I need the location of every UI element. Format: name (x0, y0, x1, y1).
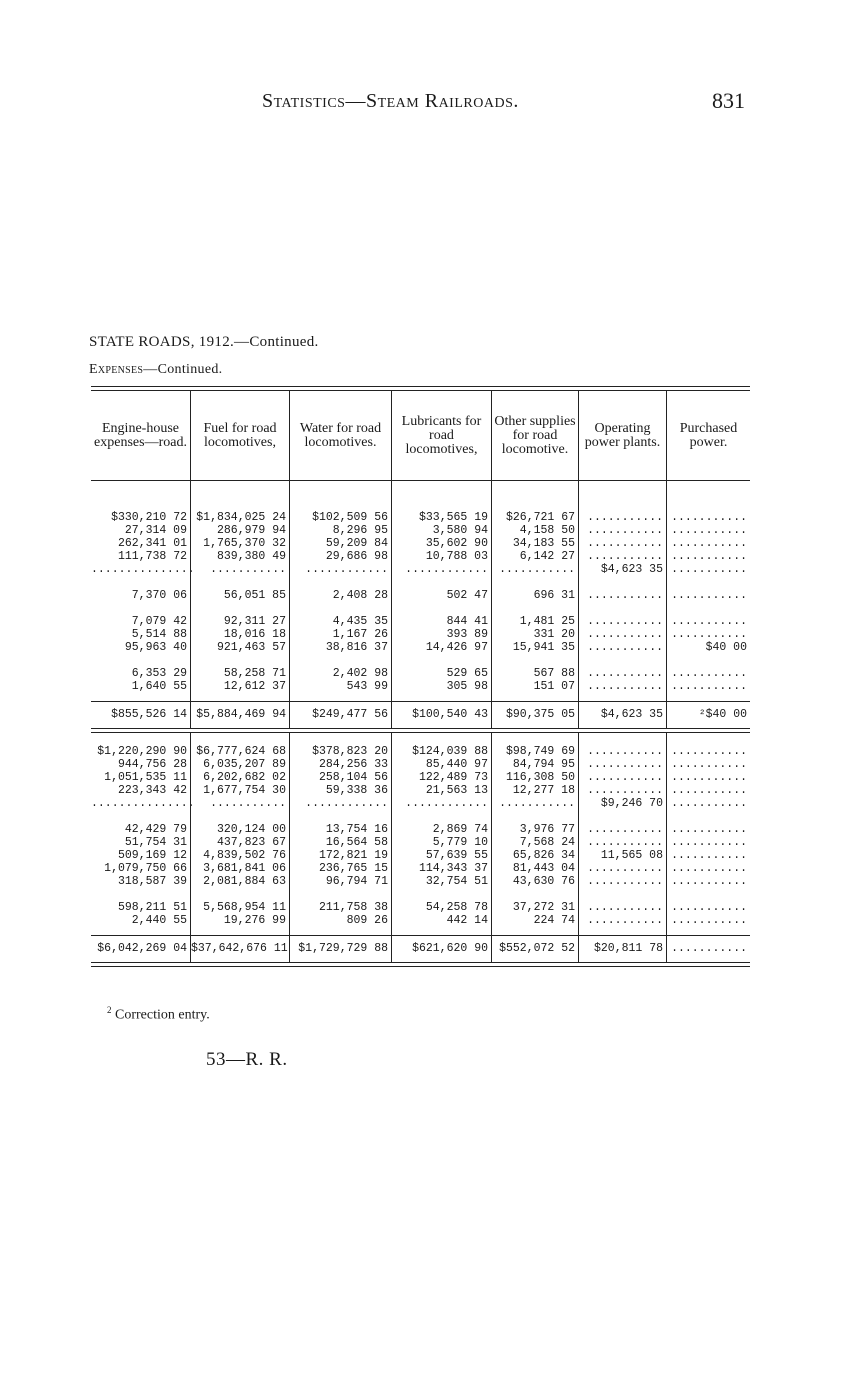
footnote-marker: 2 (107, 1005, 112, 1015)
sub-title (89, 362, 222, 378)
total-cell: $621,620 90 (391, 935, 491, 962)
table-body-block-1 (91, 511, 750, 693)
table-cell: ........... ........... ........... ........... $4,623 35 ........... ........... ........... ........... ........... ........... (578, 511, 666, 693)
table-cell: $98,749 69 84,794 95 116,308 50 12,277 18 ........... 3,976 77 7,568 24 65,826 34 81,443 04 43,630 76 37,272 31 224 74 (491, 745, 578, 927)
section-title: STATE ROADS, 1912.—Continued. (89, 334, 319, 350)
total-cell: $37,642,676 11 (190, 935, 289, 962)
table-cell: $330,210 72 27,314 09 262,341 01 111,738 72 ............... 7,370 06 7,079 42 5,514 88 95,963 40 6,353 29 1,640 55 (91, 511, 195, 693)
footnote (107, 1005, 210, 1024)
sub-title-smallcaps: Expenses (89, 362, 144, 377)
total-cell: $20,811 78 (578, 935, 666, 962)
total-cell: $5,884,469 94 (190, 701, 289, 728)
total-cell: $6,042,269 04 (91, 935, 190, 962)
page-number: 831 (712, 88, 745, 113)
total-cell: $855,526 14 (91, 701, 190, 728)
totals-row-2 (91, 935, 750, 962)
table-body-block-2 (91, 745, 750, 927)
table-bottom-rule (91, 962, 750, 967)
table-cell: $124,039 88 85,440 97 122,489 73 21,563 13 ............ 2,869 74 5,779 10 57,639 55 114,343 37 32,754 51 54,258 78 442 14 (391, 745, 491, 927)
totals-row-1 (91, 701, 750, 728)
signature-mark: 53—R. R. (206, 1049, 288, 1070)
table-cell: $1,834,025 24 286,979 94 1,765,370 32 839,380 49 ........... 56,051 85 92,311 27 18,016 18 921,463 57 58,258 71 12,612 37 (190, 511, 289, 693)
sub-title-rest: —Continued. (143, 362, 223, 377)
total-cell: ........... (666, 935, 750, 962)
column-header-fuel: Fuel for road locomotives, (190, 391, 289, 481)
column-header-operating-power: Operating power plants. (578, 391, 666, 481)
table-cell: ........... ........... ........... ........... ........... ........... ........... ........... $40 00 ........... ........... (666, 511, 750, 693)
column-header-purchased-power: Purchased power. (666, 391, 750, 481)
running-title: Statistics—Steam Railroads. (262, 90, 519, 112)
total-cell: $249,477 56 (289, 701, 391, 728)
table-cell: $102,509 56 8,296 95 59,209 84 29,686 98 ............ 2,408 28 4,435 35 1,167 26 38,816 37 2,402 98 543 99 (289, 511, 391, 693)
total-cell: $1,729,729 88 (289, 935, 391, 962)
table-cell: $26,721 67 4,158 50 34,183 55 6,142 27 ........... 696 31 1,481 25 331 20 15,941 35 567 88 151 07 (491, 511, 578, 693)
column-header-other-supplies: Other supplies for road locomotive. (491, 391, 578, 481)
table-cell: $6,777,624 68 6,035,207 89 6,202,682 02 1,677,754 30 ........... 320,124 00 437,823 67 4,839,502 76 3,681,841 06 2,081,884 63 5,568,954 11 19,276 99 (190, 745, 289, 927)
total-cell: $4,623 35 (578, 701, 666, 728)
spacer-row (91, 481, 750, 511)
total-cell: $90,375 05 (491, 701, 578, 728)
table-cell: $33,565 19 3,580 94 35,602 90 10,788 03 ............ 502 47 844 41 393 89 14,426 97 529 65 305 98 (391, 511, 491, 693)
total-cell: $552,072 52 (491, 935, 578, 962)
expenses-table (91, 386, 750, 967)
column-header-lubricants: Lubricants for road locomotives, (391, 391, 491, 481)
footnote-text: Correction entry. (115, 1007, 210, 1023)
table-cell: ........... ........... ........... ........... $9,246 70 ........... ........... 11,565 08 ........... ........... ........... ........... (578, 745, 666, 927)
column-header-engine-house: Engine-house expenses—road. (91, 391, 190, 481)
table-cell: $1,220,290 90 944,756 28 1,051,535 11 223,343 42 ............... 42,429 79 51,754 31 509,169 12 1,079,750 66 318,587 39 598,211 51 2,440 55 (91, 745, 195, 927)
table-header-row (91, 391, 750, 481)
page-header (0, 88, 867, 118)
total-cell: ²$40 00 (666, 701, 750, 728)
table-cell: $378,823 20 284,256 33 258,104 56 59,338 36 ............ 13,754 16 16,564 58 172,821 19 236,765 15 96,794 71 211,758 38 809 26 (289, 745, 391, 927)
total-cell: $100,540 43 (391, 701, 491, 728)
column-header-water: Water for road locomotives. (289, 391, 391, 481)
table-cell: ........... ........... ........... ........... ........... ........... ........... ........... ........... ........... ........... ........... (666, 745, 750, 927)
